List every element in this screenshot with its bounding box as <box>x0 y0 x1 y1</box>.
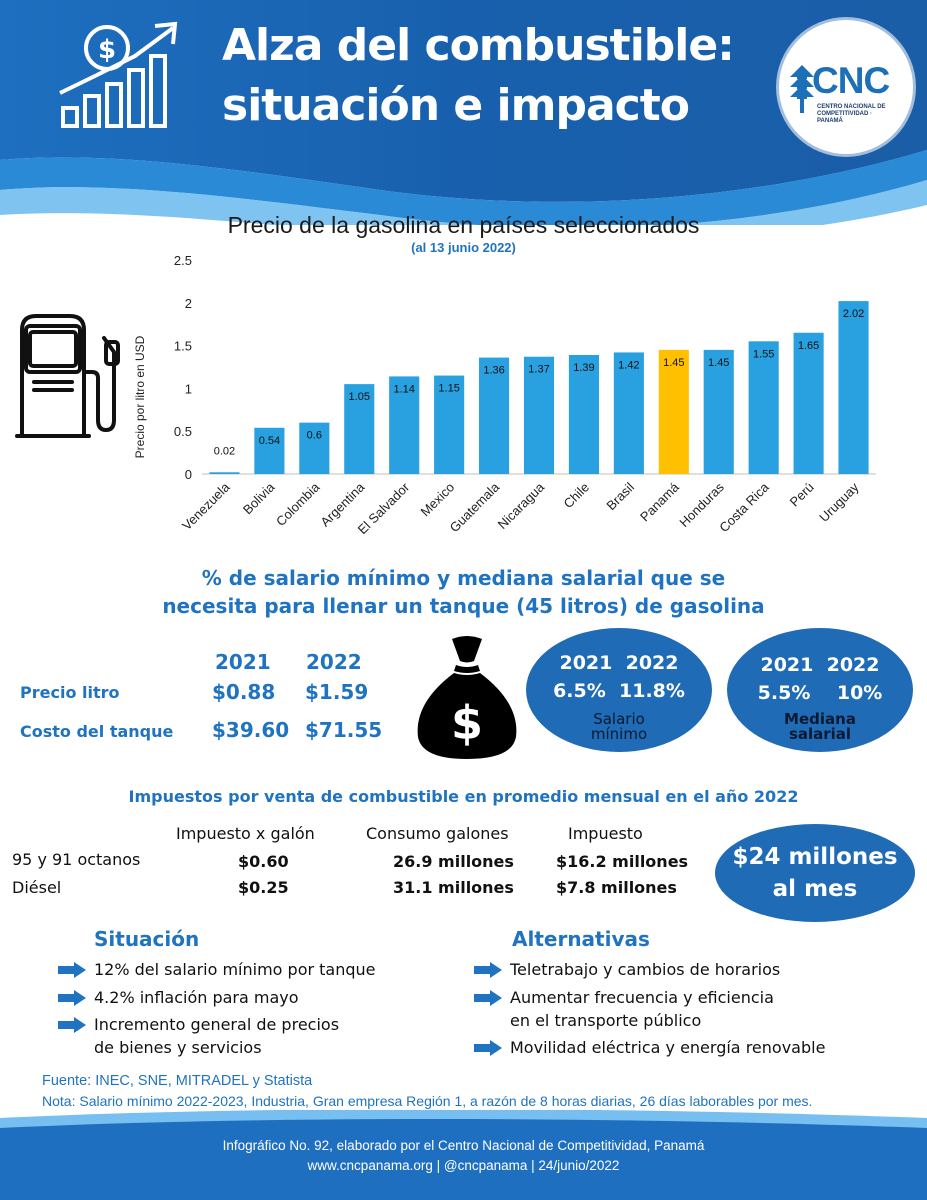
page-title-line-2: situación e impacto <box>222 80 689 131</box>
salario-minimo-year-2021: 2021 <box>559 652 613 674</box>
bar-data-label: 0.6 <box>306 429 322 442</box>
costo-tanque-2021: $39.60 <box>212 718 290 742</box>
precio-litro-2021: $0.88 <box>212 680 276 704</box>
tax-diesel-tax: $7.8 millones <box>556 878 677 897</box>
salario-minimo-label-line-1: Salario <box>593 710 645 728</box>
chart-bars <box>209 301 868 474</box>
y-tick-label: 1 <box>184 381 192 397</box>
x-tick-label: Nicaragua <box>494 479 548 533</box>
x-tick-label: Guatemala <box>446 479 503 536</box>
cnc-logo-text: CNC <box>812 60 890 101</box>
x-tick-label: Costa Rica <box>716 479 772 536</box>
cnc-tree-logo-icon <box>790 65 814 113</box>
bar-data-label: 0.02 <box>213 445 236 458</box>
x-tick-label: Uruguay <box>816 479 862 525</box>
alternativas-item-text: Teletrabajo y cambios de horarios <box>510 960 781 979</box>
x-tick-label: Honduras <box>676 479 727 530</box>
gasoline-price-bar-chart <box>0 250 927 550</box>
arrow-right-icon <box>474 990 502 1006</box>
bar-data-label: 1.42 <box>618 359 640 372</box>
salary-section-title-line-2: necesita para llenar un tanque (45 litros) de gasolina <box>162 594 765 618</box>
x-tick-label: Colombia <box>273 479 323 529</box>
bar-data-label: 1.36 <box>483 364 505 377</box>
tax-header-tax: Impuesto <box>568 824 643 843</box>
situacion-item-text-line-2: de bienes y servicios <box>94 1038 262 1057</box>
alternativas-title: Alternativas <box>512 927 650 951</box>
x-tick-label: Argentina <box>317 479 368 530</box>
situacion-item <box>94 986 299 1009</box>
x-tick-label: Brasil <box>603 479 637 514</box>
y-axis-ticks <box>174 253 192 482</box>
col-header-2022: 2022 <box>306 650 362 674</box>
bar-data-label: 1.39 <box>573 362 595 375</box>
y-tick-label: 2 <box>184 295 192 311</box>
bar-data-label: 1.15 <box>438 382 460 395</box>
bar <box>838 301 868 474</box>
tax-octanos-per-gallon: $0.60 <box>238 852 289 871</box>
situacion-item-text: 4.2% inflación para mayo <box>94 988 299 1007</box>
mediana-salarial-years <box>727 654 913 676</box>
x-tick-label: Chile <box>560 479 593 512</box>
salario-minimo-years <box>526 652 712 674</box>
alternativas-item <box>510 1036 825 1059</box>
salario-minimo-label <box>526 712 712 742</box>
mediana-salarial-year-2021: 2021 <box>760 654 814 676</box>
precio-litro-2022: $1.59 <box>305 680 369 704</box>
situacion-item-text: Incremento general de precios <box>94 1015 340 1034</box>
alternativas-item-text: Movilidad eléctrica y energía renovable <box>510 1038 826 1057</box>
situacion-item <box>94 1013 339 1059</box>
bar-data-label: 2.02 <box>842 308 865 321</box>
mediana-salarial-label-line-2: salarial <box>788 725 852 743</box>
total-tax-period: al mes <box>772 876 858 902</box>
footer-banner <box>0 1110 927 1200</box>
y-tick-label: 0 <box>184 467 192 482</box>
situacion-item-text: 12% del salario mínimo por tanque <box>94 960 376 979</box>
footer-background <box>0 1110 927 1200</box>
arrow-right-icon <box>58 962 86 978</box>
salario-minimo-label-line-2: mínimo <box>590 725 648 743</box>
arrow-right-icon <box>58 1017 86 1033</box>
costo-tanque-2022: $71.55 <box>305 718 383 742</box>
salario-minimo-pct-2021: 6.5% <box>553 680 606 702</box>
row-label-costo-tanque: Costo del tanque <box>20 722 174 741</box>
x-tick-label: Mexico <box>417 479 458 520</box>
svg-text:$: $ <box>450 696 484 750</box>
mediana-salarial-label <box>727 712 913 742</box>
salario-minimo-year-2022: 2022 <box>625 652 679 674</box>
x-tick-label: Perú <box>786 479 817 510</box>
money-bag-icon <box>412 633 522 763</box>
bar-data-label: 1.55 <box>752 348 775 361</box>
salario-minimo-percents <box>526 680 712 702</box>
salario-minimo-oval <box>526 628 712 752</box>
alternativas-item-text: Aumentar frecuencia y eficiencia <box>510 988 774 1007</box>
mediana-salarial-label-line-1: Mediana <box>784 710 856 728</box>
salary-section-title-line-1: % de salario mínimo y mediana salarial que se <box>201 566 726 590</box>
situacion-item <box>94 958 376 981</box>
cnc-logo <box>779 20 913 154</box>
arrow-right-icon <box>58 990 86 1006</box>
cnc-logo-subtitle-line-1: CENTRO NACIONAL DE <box>817 104 886 110</box>
tax-octanos-consumption: 26.9 millones <box>393 852 514 871</box>
tax-diesel-consumption: 31.1 millones <box>393 878 514 897</box>
alternativas-item <box>510 958 780 981</box>
note-text: Nota: Salario mínimo 2022-2023, Industria, Gran empresa Región 1, a razón de 8 horas diarias, 26 días laborables por mes. <box>42 1093 813 1109</box>
col-header-2021: 2021 <box>215 650 271 674</box>
footer-links-line: www.cncpanama.org | @cncpanama | 24/junio/2022 <box>307 1158 620 1173</box>
tax-row-label-diesel: Diésel <box>12 878 62 897</box>
alternativas-item-text-line-2: en el transporte público <box>510 1011 702 1030</box>
y-tick-label: 1.5 <box>173 338 192 354</box>
bar-data-label: 1.37 <box>528 363 550 376</box>
tax-header-per-gallon: Impuesto x galón <box>176 824 315 843</box>
dollar-growth-chart-icon <box>55 18 185 133</box>
salario-minimo-pct-2022: 11.8% <box>619 680 685 702</box>
y-axis-label: Precio por litro en USD <box>133 335 147 459</box>
x-tick-label: El Salvador <box>354 479 413 538</box>
mediana-salarial-percents <box>727 682 913 704</box>
mediana-salarial-year-2022: 2022 <box>826 654 880 676</box>
svg-text:$: $ <box>97 35 117 65</box>
header-banner <box>0 0 927 225</box>
bar-data-label: 1.05 <box>348 391 370 404</box>
situacion-title: Situación <box>94 927 200 951</box>
chart-title: Precio de la gasolina en países seleccionados <box>227 212 700 238</box>
x-tick-label: Bolivia <box>239 479 278 518</box>
total-tax-oval <box>715 824 915 922</box>
x-axis-ticks <box>179 479 862 537</box>
bar-data-label: 1.45 <box>663 356 685 369</box>
bar <box>209 472 239 474</box>
arrow-right-icon <box>474 1040 502 1056</box>
taxes-section-title: Impuestos por venta de combustible en promedio mensual en el año 2022 <box>128 787 799 806</box>
cnc-logo-subtitle <box>817 104 897 125</box>
bar-data-label: 1.65 <box>797 339 820 352</box>
mediana-salarial-pct-2022: 10% <box>836 682 883 704</box>
bar <box>794 333 824 474</box>
bar <box>749 341 779 474</box>
arrow-right-icon <box>474 962 502 978</box>
y-tick-label: 2.5 <box>173 253 192 268</box>
mediana-salarial-oval <box>727 628 913 752</box>
tax-diesel-per-gallon: $0.25 <box>238 878 289 897</box>
mediana-salarial-pct-2021: 5.5% <box>757 682 811 704</box>
x-tick-label: Venezuela <box>179 479 233 534</box>
bar-data-label: 1.45 <box>708 356 730 369</box>
footer-credit-line: Infográfico No. 92, elaborado por el Centro Nacional de Competitividad, Panamá <box>222 1138 705 1153</box>
source-text: Fuente: INEC, SNE, MITRADEL y Statista <box>42 1073 313 1089</box>
y-tick-label: 0.5 <box>173 424 192 440</box>
cnc-logo-subtitle-line-2: COMPETITIVIDAD · PANAMÁ <box>817 111 872 124</box>
tax-octanos-tax: $16.2 millones <box>556 852 689 871</box>
tax-header-consumption: Consumo galones <box>366 824 509 843</box>
alternativas-item <box>510 986 774 1032</box>
bar-data-label: 1.14 <box>393 383 415 396</box>
row-label-precio-litro: Precio litro <box>20 683 120 702</box>
bar-data-label: 0.54 <box>258 434 281 447</box>
chart-subtitle: (al 13 junio 2022) <box>411 240 516 255</box>
total-tax-amount: $24 millones <box>732 844 898 870</box>
x-tick-label: Panamá <box>637 479 682 525</box>
page-title-line-1: Alza del combustible: <box>222 20 734 71</box>
tax-row-label-octanos: 95 y 91 octanos <box>12 850 141 869</box>
